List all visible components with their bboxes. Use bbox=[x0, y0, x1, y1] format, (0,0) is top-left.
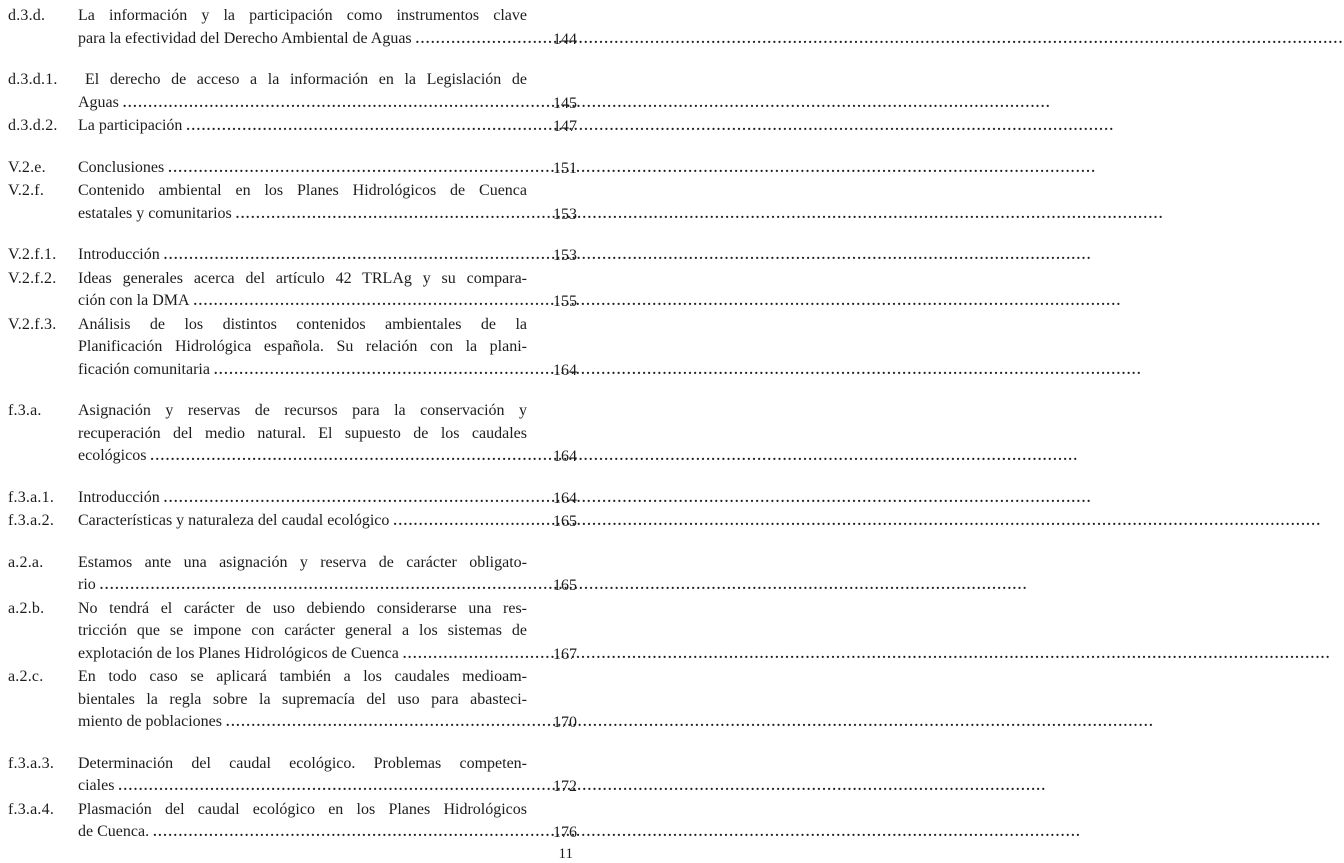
dot-leader bbox=[118, 776, 1046, 799]
entry-label: f.3.a.1. bbox=[8, 488, 55, 506]
entry-title-line bbox=[78, 510, 527, 534]
dot-leader bbox=[214, 360, 1142, 383]
entry-title-text: Introducción bbox=[78, 246, 160, 263]
entry-page-number: 147 bbox=[553, 118, 577, 135]
dot-leader bbox=[123, 93, 1051, 116]
entry-title-text: miento de poblaciones bbox=[78, 713, 222, 730]
entry-title-line: Ideas generales acerca del artículo 42 TRLAg y su compara- bbox=[78, 269, 527, 287]
entry-page-number: 170 bbox=[553, 714, 577, 731]
entry-title-text: Conclusiones bbox=[78, 158, 165, 176]
entry-title-line bbox=[78, 574, 527, 598]
dot-leader bbox=[153, 822, 1081, 845]
toc-group bbox=[8, 753, 577, 845]
entry-title-line: Plasmación del caudal ecológico en los Planes Hidrológicos bbox=[78, 800, 527, 818]
entry-title-line: El derecho de acceso a la información en la Legislación de bbox=[85, 71, 527, 88]
entry-title-line: Estamos ante una asignación y reserva de carácter obligato- bbox=[78, 553, 527, 571]
entry-title-line: La información y la participación como instrumentos clave bbox=[78, 7, 527, 24]
entry-title-line: bientales la regla sobre la supremacía del uso para abasteci- bbox=[78, 690, 527, 708]
toc-entry bbox=[8, 598, 577, 667]
entry-label: a.2.c. bbox=[8, 668, 44, 685]
toc-entry bbox=[8, 487, 577, 511]
entry-title-text: La participación bbox=[78, 117, 183, 134]
entry-title-line bbox=[78, 711, 527, 735]
entry-page-number: 167 bbox=[553, 645, 577, 663]
entry-title-text: rio bbox=[78, 576, 96, 593]
entry-title bbox=[78, 799, 527, 845]
entry-title bbox=[78, 180, 527, 226]
entry-page-number: 144 bbox=[553, 30, 577, 48]
entry-title-line bbox=[78, 290, 527, 314]
entry-label: V.2.f. bbox=[8, 182, 45, 199]
entry-title bbox=[78, 244, 527, 268]
entry-title bbox=[78, 400, 527, 469]
entry-title-text: estatales y comunitarios bbox=[78, 204, 232, 222]
dot-leader bbox=[150, 446, 1078, 469]
entry-title-text: explotación de los Planes Hidrológicos de Cuenca bbox=[78, 644, 399, 662]
entry-page-number: 176 bbox=[553, 824, 577, 841]
dot-leader bbox=[164, 245, 1092, 268]
entry-title bbox=[78, 115, 527, 139]
toc-group bbox=[8, 5, 577, 51]
dot-leader bbox=[194, 291, 1122, 314]
toc-entry bbox=[8, 268, 577, 314]
entry-label: d.3.d.1. bbox=[8, 71, 58, 88]
entry-page-number: 165 bbox=[553, 577, 577, 594]
entry-title-line bbox=[78, 821, 527, 845]
entry-title-line bbox=[78, 643, 527, 667]
entry-page-number: 172 bbox=[553, 778, 577, 795]
table-of-contents bbox=[8, 5, 577, 845]
entry-label: V.2.f.3. bbox=[8, 315, 57, 333]
toc-entry bbox=[8, 400, 577, 469]
entry-title-line: Planificación Hidrológica española. Su relación con la plani- bbox=[78, 338, 527, 355]
entry-title bbox=[78, 510, 527, 534]
toc-group bbox=[8, 487, 577, 534]
toc-group bbox=[8, 244, 577, 382]
entry-title-line bbox=[78, 445, 527, 469]
entry-title-line bbox=[78, 487, 527, 511]
entry-title-text: ciales bbox=[78, 777, 115, 794]
entry-title-line bbox=[78, 775, 527, 799]
entry-title bbox=[78, 487, 527, 511]
entry-page-number: 151 bbox=[553, 159, 577, 177]
entry-title-text: ficación comunitaria bbox=[78, 360, 210, 378]
entry-title bbox=[78, 5, 527, 51]
entry-page-number: 145 bbox=[553, 94, 577, 112]
entry-title bbox=[78, 314, 527, 383]
toc-entry bbox=[8, 666, 577, 735]
entry-title-line: No tendrá el carácter de uso debiendo considerarse una res- bbox=[78, 599, 527, 617]
entry-title bbox=[78, 69, 527, 115]
toc-group bbox=[8, 69, 577, 139]
entry-title bbox=[78, 598, 527, 667]
toc-entry bbox=[8, 157, 577, 181]
entry-title bbox=[78, 666, 527, 735]
entry-title-line: Análisis de los distintos contenidos ambientales de la bbox=[78, 315, 527, 333]
folio-page-number: 11 bbox=[558, 845, 573, 862]
dot-leader bbox=[226, 712, 1154, 735]
entry-page-number: 165 bbox=[553, 513, 577, 530]
dot-leader bbox=[168, 158, 1096, 181]
entry-label: f.3.a.2. bbox=[8, 512, 55, 529]
toc-entry bbox=[8, 5, 577, 51]
entry-title-text: ción con la DMA bbox=[78, 292, 190, 309]
entry-title-line bbox=[78, 92, 527, 116]
entry-title-line: recuperación del medio natural. El supuesto de los caudales bbox=[78, 424, 527, 442]
entry-page-number: 164 bbox=[553, 489, 577, 507]
entry-title-line: tricción que se impone con carácter general a los sistemas de bbox=[78, 622, 527, 639]
entry-label: d.3.d. bbox=[8, 7, 46, 24]
toc-entry bbox=[8, 244, 577, 268]
entry-title-line bbox=[78, 359, 527, 383]
entry-title bbox=[78, 552, 527, 598]
entry-title-line: Determinación del caudal ecológico. Problemas competen- bbox=[78, 754, 527, 772]
entry-title-text: para la efectividad del Derecho Ambiental de Aguas bbox=[78, 29, 412, 47]
entry-label: V.2.f.1. bbox=[8, 246, 57, 263]
toc-entry bbox=[8, 799, 577, 845]
entry-title-line bbox=[78, 157, 527, 181]
entry-title-line bbox=[78, 28, 527, 52]
entry-page-number: 155 bbox=[553, 293, 577, 310]
entry-title-line: Asignación y reservas de recursos para la conservación y bbox=[78, 402, 527, 419]
entry-title-text: de Cuenca. bbox=[78, 823, 150, 840]
entry-page-number: 153 bbox=[553, 247, 577, 264]
toc-group bbox=[8, 400, 577, 469]
toc-group bbox=[8, 157, 577, 227]
entry-page-number: 153 bbox=[553, 205, 577, 223]
toc-entry bbox=[8, 69, 577, 115]
entry-label: V.2.f.2. bbox=[8, 269, 57, 287]
entry-title-line bbox=[78, 203, 527, 227]
dot-leader bbox=[236, 204, 1164, 227]
toc-group bbox=[8, 552, 577, 735]
toc-entry bbox=[8, 115, 577, 139]
dot-leader bbox=[186, 116, 1114, 139]
entry-title bbox=[78, 753, 527, 799]
document-page bbox=[0, 0, 600, 862]
entry-label: f.3.a. bbox=[8, 402, 42, 419]
dot-leader bbox=[164, 488, 1092, 511]
entry-title-line: En todo caso se aplicará también a los caudales medioam- bbox=[78, 668, 527, 685]
entry-title bbox=[78, 157, 527, 181]
toc-entry bbox=[8, 552, 577, 598]
entry-title-text: Características y naturaleza del caudal ecológico bbox=[78, 512, 390, 529]
entry-label: f.3.a.4. bbox=[8, 800, 55, 818]
toc-entry bbox=[8, 180, 577, 226]
toc-entry bbox=[8, 314, 577, 383]
toc-entry bbox=[8, 510, 577, 534]
entry-title-line: Contenido ambiental en los Planes Hidrológicos de Cuenca bbox=[78, 182, 527, 199]
entry-title-line bbox=[78, 115, 527, 139]
entry-title-text: Introducción bbox=[78, 488, 160, 506]
entry-title-line bbox=[78, 244, 527, 268]
entry-label: a.2.b. bbox=[8, 599, 45, 617]
toc-entry bbox=[8, 753, 577, 799]
entry-label: d.3.d.2. bbox=[8, 117, 58, 134]
entry-label: V.2.e. bbox=[8, 158, 46, 176]
entry-page-number: 164 bbox=[553, 361, 577, 379]
entry-title-text: ecológicos bbox=[78, 447, 147, 464]
entry-label: f.3.a.3. bbox=[8, 754, 55, 772]
entry-page-number: 164 bbox=[553, 448, 577, 465]
entry-title-text: Aguas bbox=[78, 93, 119, 111]
entry-label: a.2.a. bbox=[8, 553, 44, 571]
entry-title bbox=[78, 268, 527, 314]
